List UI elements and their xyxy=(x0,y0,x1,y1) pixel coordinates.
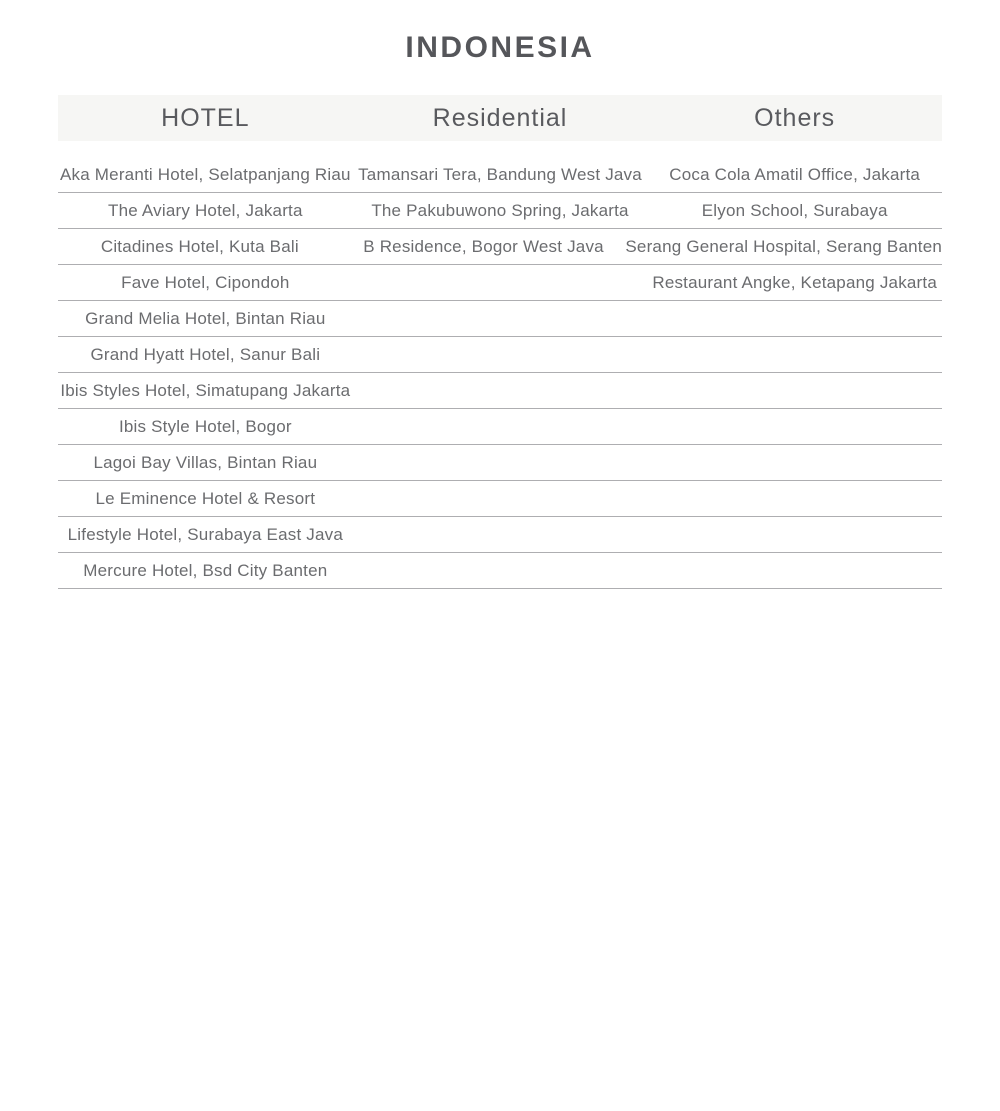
table-cell: Grand Melia Hotel, Bintan Riau xyxy=(85,308,326,328)
column-header-hotel: HOTEL xyxy=(161,103,250,132)
table-cell: Aka Meranti Hotel, Selatpanjang Riau xyxy=(59,164,351,184)
table-cell: Ibis Styles Hotel, Simatupang Jakarta xyxy=(60,380,351,400)
locations-table xyxy=(58,95,942,589)
table-cell: Serang General Hospital, Serang Banten xyxy=(625,236,943,256)
table-cell: Le Eminence Hotel & Resort xyxy=(95,488,316,508)
table-cell: Lifestyle Hotel, Surabaya East Java xyxy=(67,524,344,544)
table-cell: Citadines Hotel, Kuta Bali xyxy=(100,236,299,256)
page-title: INDONESIA xyxy=(405,31,595,64)
table-row xyxy=(58,301,942,337)
table-cell: Coca Cola Amatil Office, Jakarta xyxy=(669,164,921,184)
table-cell: Restaurant Angke, Ketapang Jakarta xyxy=(652,272,937,292)
table-row xyxy=(58,553,942,589)
table-cell: Mercure Hotel, Bsd City Banten xyxy=(83,560,328,580)
table-cell: The Pakubuwono Spring, Jakarta xyxy=(371,200,629,220)
table-row xyxy=(58,517,942,553)
table-cell: Elyon School, Surabaya xyxy=(701,200,888,220)
table-row xyxy=(58,445,942,481)
table-cell: Lagoi Bay Villas, Bintan Riau xyxy=(93,452,318,472)
table-row xyxy=(58,337,942,373)
table-row xyxy=(58,229,942,265)
table-cell: B Residence, Bogor West Java xyxy=(363,236,604,256)
table-row xyxy=(58,265,942,301)
table-cell: Fave Hotel, Cipondoh xyxy=(121,272,290,292)
table-row xyxy=(58,373,942,409)
table-row xyxy=(58,409,942,445)
table-body xyxy=(58,157,942,589)
table-cell: Ibis Style Hotel, Bogor xyxy=(118,416,292,436)
table-row xyxy=(58,193,942,229)
table-header-row xyxy=(58,95,942,141)
table-cell: The Aviary Hotel, Jakarta xyxy=(108,200,303,220)
table-cell: Tamansari Tera, Bandung West Java xyxy=(358,164,642,184)
table-row xyxy=(58,157,942,193)
table-cell: Grand Hyatt Hotel, Sanur Bali xyxy=(90,344,321,364)
table-row xyxy=(58,481,942,517)
column-header-others: Others xyxy=(754,103,836,132)
column-header-residential: Residential xyxy=(432,103,568,132)
